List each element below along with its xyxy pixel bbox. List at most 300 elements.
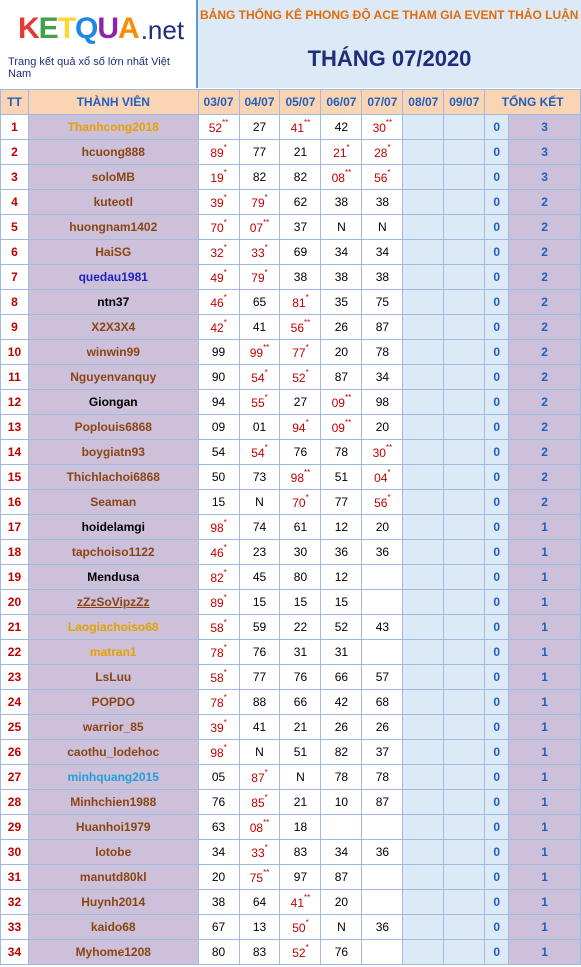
- day-value: 52: [208, 120, 223, 135]
- day-cell: [362, 190, 403, 215]
- table-row: [1, 465, 581, 490]
- day-value: 78: [375, 770, 390, 784]
- hit-marker: *: [223, 517, 227, 527]
- table-row: [1, 415, 581, 440]
- day-cell: [403, 440, 444, 465]
- member-name[interactable]: Thanhcong2018: [28, 115, 198, 140]
- day-cell: [403, 115, 444, 140]
- day-cell: [444, 590, 485, 615]
- date-header: 03/07: [198, 90, 239, 115]
- day-value: 54: [251, 445, 265, 460]
- table-row: [1, 540, 581, 565]
- day-cell: [444, 190, 485, 215]
- day-value: 88: [252, 695, 267, 709]
- day-cell: [321, 215, 362, 240]
- day-value: 42: [334, 120, 349, 134]
- day-value: 54: [251, 370, 265, 385]
- member-name[interactable]: Myhome1208: [28, 940, 198, 965]
- summary-zero: 0: [485, 140, 509, 165]
- summary-total: 1: [509, 615, 581, 640]
- summary-zero: 0: [485, 615, 509, 640]
- day-cell: [280, 465, 321, 490]
- day-cell: [403, 640, 444, 665]
- summary-zero: 0: [485, 865, 509, 890]
- member-name[interactable]: quedau1981: [28, 265, 198, 290]
- day-cell: [239, 690, 280, 715]
- member-name[interactable]: Giongan: [28, 390, 198, 415]
- day-value: 09: [211, 420, 226, 434]
- day-value: 77: [334, 495, 349, 509]
- day-value: 99: [211, 345, 226, 359]
- row-number: 32: [1, 890, 29, 915]
- summary-total: 1: [509, 815, 581, 840]
- member-name[interactable]: boygiatn93: [28, 440, 198, 465]
- day-cell: [362, 565, 403, 590]
- day-cell: [444, 690, 485, 715]
- day-value: 20: [334, 345, 349, 359]
- day-cell: [239, 390, 280, 415]
- day-value: 87: [375, 795, 390, 809]
- day-cell: [198, 765, 239, 790]
- member-name[interactable]: huongnam1402: [28, 215, 198, 240]
- row-number: 15: [1, 465, 29, 490]
- day-cell: [403, 390, 444, 415]
- day-cell: [321, 115, 362, 140]
- ketqua-logo[interactable]: [18, 12, 184, 46]
- hit-marker: *: [223, 742, 227, 752]
- hit-marker: *: [223, 617, 227, 627]
- header-row: [1, 90, 581, 115]
- date-header: 08/07: [403, 90, 444, 115]
- member-name[interactable]: minhquang2015: [28, 765, 198, 790]
- summary-total: 1: [509, 515, 581, 540]
- summary-zero: 0: [485, 340, 509, 365]
- day-cell: [403, 565, 444, 590]
- hit-marker: *: [264, 242, 268, 252]
- day-cell: [198, 190, 239, 215]
- day-cell: [362, 215, 403, 240]
- day-cell: [403, 740, 444, 765]
- day-value: 66: [293, 695, 308, 709]
- summary-total: 3: [509, 140, 581, 165]
- member-name[interactable]: Huynh2014: [28, 890, 198, 915]
- day-value: 80: [293, 570, 308, 584]
- hit-marker: **: [263, 867, 270, 877]
- day-cell: [444, 865, 485, 890]
- summary-total: 1: [509, 840, 581, 865]
- day-cell: [444, 915, 485, 940]
- date-header: 07/07: [362, 90, 403, 115]
- day-cell: [239, 440, 280, 465]
- day-cell: [198, 515, 239, 540]
- day-cell: [403, 840, 444, 865]
- day-cell: [280, 615, 321, 640]
- hit-marker: *: [223, 692, 227, 702]
- day-value: 42: [334, 695, 349, 709]
- member-name[interactable]: POPDO: [28, 690, 198, 715]
- hit-marker: *: [264, 842, 268, 852]
- day-value: 39: [210, 195, 224, 210]
- row-number: 7: [1, 265, 29, 290]
- hit-marker: **: [304, 892, 311, 902]
- summary-zero: 0: [485, 290, 509, 315]
- day-value: 77: [292, 345, 306, 360]
- day-cell: [444, 415, 485, 440]
- day-cell: [362, 315, 403, 340]
- summary-total: 1: [509, 565, 581, 590]
- day-value: 83: [252, 945, 267, 959]
- member-name[interactable]: X2X3X4: [28, 315, 198, 340]
- day-value: 38: [211, 895, 226, 909]
- day-cell: [362, 915, 403, 940]
- table-row: [1, 440, 581, 465]
- day-value: 30: [372, 445, 386, 460]
- summary-zero: 0: [485, 540, 509, 565]
- summary-zero: 0: [485, 265, 509, 290]
- day-value: 08: [331, 170, 345, 185]
- day-value: 98: [210, 745, 224, 760]
- day-cell: [198, 590, 239, 615]
- day-cell: [444, 765, 485, 790]
- summary-total: 2: [509, 390, 581, 415]
- member-name[interactable]: Laogiachoiso68: [28, 615, 198, 640]
- day-value: 78: [210, 645, 224, 660]
- day-value: N: [255, 745, 264, 759]
- day-cell: [198, 690, 239, 715]
- day-value: 83: [293, 845, 308, 859]
- row-number: 5: [1, 215, 29, 240]
- day-cell: [239, 765, 280, 790]
- day-cell: [403, 790, 444, 815]
- day-value: 56: [374, 495, 388, 510]
- day-cell: [239, 815, 280, 840]
- day-cell: [362, 490, 403, 515]
- date-header: 09/07: [444, 90, 485, 115]
- day-value: 85: [251, 795, 265, 810]
- table-row: [1, 790, 581, 815]
- day-value: 78: [334, 770, 349, 784]
- day-value: N: [296, 770, 305, 784]
- day-cell: [321, 340, 362, 365]
- member-name[interactable]: hoidelamgi: [28, 515, 198, 540]
- day-cell: [444, 490, 485, 515]
- day-value: 34: [334, 245, 349, 259]
- day-cell: [198, 790, 239, 815]
- day-cell: [280, 190, 321, 215]
- summary-total: 2: [509, 290, 581, 315]
- row-number: 14: [1, 440, 29, 465]
- hit-marker: *: [223, 667, 227, 677]
- member-name[interactable]: kaido68: [28, 915, 198, 940]
- day-cell: [239, 215, 280, 240]
- day-value: 77: [252, 670, 267, 684]
- member-name[interactable]: kuteotl: [28, 190, 198, 215]
- day-cell: [362, 515, 403, 540]
- member-name[interactable]: LsLuu: [28, 665, 198, 690]
- member-name[interactable]: soloMB: [28, 165, 198, 190]
- day-cell: [239, 865, 280, 890]
- day-value: 20: [211, 870, 226, 884]
- summary-zero: 0: [485, 315, 509, 340]
- day-cell: [239, 190, 280, 215]
- day-cell: [198, 240, 239, 265]
- day-value: 12: [334, 570, 349, 584]
- day-value: 31: [293, 645, 308, 659]
- member-name[interactable]: lotobe: [28, 840, 198, 865]
- day-value: 81: [292, 295, 306, 310]
- day-cell: [198, 740, 239, 765]
- row-number: 8: [1, 290, 29, 315]
- day-value: 38: [293, 270, 308, 284]
- member-name[interactable]: zZzSoVipzZz: [28, 590, 198, 615]
- member-name[interactable]: ntn37: [28, 290, 198, 315]
- day-value: 34: [375, 370, 390, 384]
- summary-total: 1: [509, 715, 581, 740]
- day-cell: [198, 215, 239, 240]
- day-cell: [444, 640, 485, 665]
- hit-marker: *: [264, 267, 268, 277]
- member-name[interactable]: hcuong888: [28, 140, 198, 165]
- tt-header: TT: [1, 90, 29, 115]
- day-value: 34: [375, 245, 390, 259]
- summary-total: 2: [509, 465, 581, 490]
- day-value: 89: [210, 595, 224, 610]
- day-value: 20: [375, 520, 390, 534]
- day-value: 78: [210, 695, 224, 710]
- table-row: [1, 165, 581, 190]
- day-value: 13: [252, 920, 267, 934]
- day-value: 09: [331, 395, 345, 410]
- day-cell: [198, 890, 239, 915]
- day-cell: [321, 565, 362, 590]
- day-value: N: [337, 920, 346, 934]
- table-row: [1, 140, 581, 165]
- hit-marker: *: [223, 142, 227, 152]
- day-cell: [198, 615, 239, 640]
- day-cell: [362, 790, 403, 815]
- member-name[interactable]: Mendusa: [28, 565, 198, 590]
- hit-marker: *: [387, 142, 391, 152]
- member-name[interactable]: warrior_85: [28, 715, 198, 740]
- day-cell: [403, 690, 444, 715]
- day-cell: [444, 815, 485, 840]
- day-cell: [321, 640, 362, 665]
- day-value: 36: [334, 545, 349, 559]
- day-cell: [444, 215, 485, 240]
- hit-marker: **: [344, 167, 352, 177]
- hit-marker: *: [305, 342, 309, 352]
- hit-marker: *: [223, 642, 227, 652]
- member-name[interactable]: Huanhoi1979: [28, 815, 198, 840]
- hit-marker: **: [263, 217, 270, 227]
- hit-marker: *: [305, 492, 309, 502]
- hit-marker: **: [222, 117, 229, 127]
- day-value: 38: [375, 195, 390, 209]
- row-number: 18: [1, 540, 29, 565]
- hit-marker: **: [263, 342, 270, 352]
- member-name[interactable]: manutd80kl: [28, 865, 198, 890]
- table-row: [1, 915, 581, 940]
- day-cell: [280, 340, 321, 365]
- member-name[interactable]: HaiSG: [28, 240, 198, 265]
- table-row: [1, 940, 581, 965]
- day-cell: [362, 240, 403, 265]
- day-cell: [444, 290, 485, 315]
- day-cell: [444, 240, 485, 265]
- table-row: [1, 240, 581, 265]
- hit-marker: **: [344, 417, 352, 427]
- day-cell: [280, 290, 321, 315]
- day-value: 87: [334, 870, 349, 884]
- day-cell: [239, 140, 280, 165]
- day-cell: [280, 165, 321, 190]
- member-name[interactable]: Nguyenvanquy: [28, 365, 198, 390]
- member-name[interactable]: winwin99: [28, 340, 198, 365]
- table-row: [1, 715, 581, 740]
- date-header: 05/07: [280, 90, 321, 115]
- hit-marker: *: [223, 167, 227, 177]
- summary-total: 1: [509, 640, 581, 665]
- day-cell: [362, 140, 403, 165]
- member-name[interactable]: caothu_lodehoc: [28, 740, 198, 765]
- day-cell: [280, 865, 321, 890]
- day-cell: [239, 465, 280, 490]
- row-number: 23: [1, 665, 29, 690]
- day-cell: [362, 840, 403, 865]
- day-cell: [321, 890, 362, 915]
- day-cell: [444, 615, 485, 640]
- day-value: 70: [210, 220, 224, 235]
- member-name[interactable]: tapchoiso1122: [28, 540, 198, 565]
- row-number: 4: [1, 190, 29, 215]
- day-cell: [444, 365, 485, 390]
- day-value: N: [337, 220, 346, 234]
- day-cell: [280, 915, 321, 940]
- summary-header: TỔNG KẾT: [485, 90, 581, 115]
- summary-zero: 0: [485, 665, 509, 690]
- day-cell: [239, 490, 280, 515]
- hit-marker: *: [223, 292, 227, 302]
- day-cell: [198, 915, 239, 940]
- day-cell: [280, 115, 321, 140]
- hit-marker: *: [223, 717, 227, 727]
- day-value: 07: [249, 220, 264, 235]
- member-name[interactable]: Poplouis6868: [28, 415, 198, 440]
- day-value: 69: [293, 245, 308, 259]
- day-value: 76: [211, 795, 226, 809]
- day-value: 38: [334, 195, 349, 209]
- day-cell: [280, 315, 321, 340]
- day-cell: [321, 915, 362, 940]
- day-value: 63: [211, 820, 226, 834]
- day-cell: [403, 465, 444, 490]
- day-value: 04: [374, 470, 388, 485]
- day-cell: [362, 890, 403, 915]
- day-cell: [403, 665, 444, 690]
- day-cell: [321, 715, 362, 740]
- table-row: [1, 340, 581, 365]
- row-number: 9: [1, 315, 29, 340]
- summary-total: 2: [509, 365, 581, 390]
- summary-total: 2: [509, 415, 581, 440]
- member-name[interactable]: Seaman: [28, 490, 198, 515]
- table-row: [1, 365, 581, 390]
- day-cell: [280, 840, 321, 865]
- day-value: 79: [251, 270, 265, 285]
- day-cell: [198, 940, 239, 965]
- row-number: 19: [1, 565, 29, 590]
- hit-marker: *: [223, 192, 227, 202]
- day-cell: [321, 740, 362, 765]
- day-value: 75: [375, 295, 390, 309]
- day-cell: [280, 890, 321, 915]
- day-value: 80: [211, 945, 226, 959]
- day-cell: [403, 940, 444, 965]
- day-value: 37: [375, 745, 390, 759]
- day-cell: [362, 440, 403, 465]
- day-value: 23: [252, 545, 267, 559]
- summary-total: 3: [509, 165, 581, 190]
- member-name[interactable]: Minhchien1988: [28, 790, 198, 815]
- day-value: 39: [210, 720, 224, 735]
- table-row: [1, 115, 581, 140]
- table-row: [1, 290, 581, 315]
- day-cell: [403, 365, 444, 390]
- day-value: 19: [210, 170, 224, 185]
- day-cell: [403, 290, 444, 315]
- member-name[interactable]: Thichlachoi6868: [28, 465, 198, 490]
- day-value: 87: [334, 370, 349, 384]
- hit-marker: *: [223, 317, 227, 327]
- summary-total: 2: [509, 190, 581, 215]
- day-cell: [403, 490, 444, 515]
- day-cell: [403, 240, 444, 265]
- row-number: 25: [1, 715, 29, 740]
- summary-zero: 0: [485, 815, 509, 840]
- day-value: 99: [249, 345, 264, 360]
- stats-table: [0, 89, 581, 965]
- row-number: 31: [1, 865, 29, 890]
- row-number: 20: [1, 590, 29, 615]
- day-cell: [198, 540, 239, 565]
- row-number: 26: [1, 740, 29, 765]
- day-cell: [403, 540, 444, 565]
- hit-marker: *: [305, 417, 309, 427]
- day-cell: [403, 165, 444, 190]
- member-header: THÀNH VIÊN: [28, 90, 198, 115]
- day-cell: [280, 540, 321, 565]
- day-value: 61: [293, 520, 308, 534]
- table-row: [1, 840, 581, 865]
- member-name[interactable]: matran1: [28, 640, 198, 665]
- day-cell: [444, 665, 485, 690]
- logo-suffix: .net: [140, 15, 185, 45]
- day-value: 78: [334, 445, 349, 459]
- day-value: 79: [251, 195, 265, 210]
- day-value: 76: [293, 670, 308, 684]
- day-cell: [198, 815, 239, 840]
- row-number: 34: [1, 940, 29, 965]
- summary-total: 2: [509, 440, 581, 465]
- summary-zero: 0: [485, 765, 509, 790]
- day-value: 82: [293, 170, 308, 184]
- day-cell: [403, 765, 444, 790]
- day-value: 50: [292, 920, 306, 935]
- table-row: [1, 615, 581, 640]
- day-value: 28: [374, 145, 388, 160]
- day-value: 41: [290, 120, 305, 135]
- day-cell: [198, 115, 239, 140]
